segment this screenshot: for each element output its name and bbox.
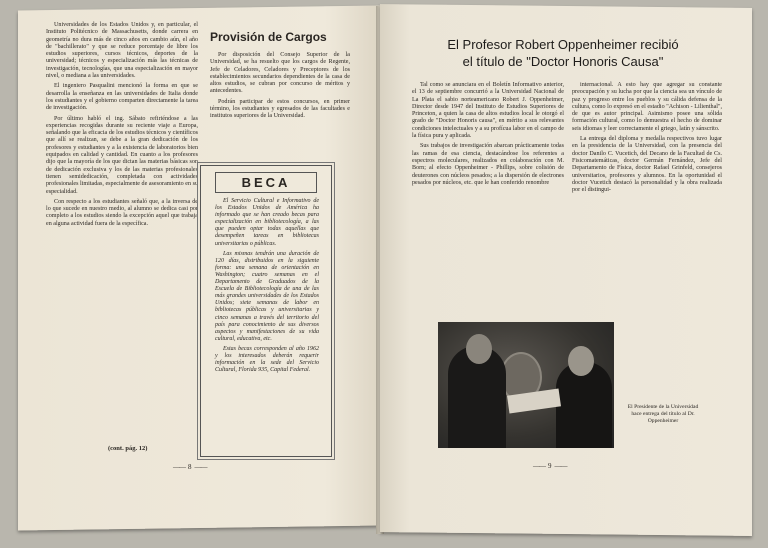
beca-box [200, 165, 332, 457]
paragraph: El Servicio Cultural e Informativo de los Estados Unidos de América ha informado que se han creado becas para especialización en bibliotecología, a las que pueden optar todas aquellas que desempeñen tareas en bibliotecas universitarias o públicas. [215, 198, 319, 247]
paragraph: internacional. A esto hay que agregar su constante preocupación y su lucha por que la ciencia sea un vínculo de paz y progreso entre los pueblos y su cálida defensa de la cultura, como lo expresó en el estadio "Achison - Lilienthal", de que es autor principal. Asimismo posee una sólida formación cultural, como lo demuestra el hecho de dominar seis idiomas y leer correctamente el griego, latín y sánscrito. [572, 82, 722, 132]
paragraph: El ingeniero Pasqualini mencionó la forma en que se desarrolla la enseñanza en las universidades de Italia donde los estudiantes y el gobierno comparten directamente la tarea de investigación. [46, 83, 198, 112]
title-line: el título de "Doctor Honoris Causa" [462, 54, 664, 69]
page-number-left: —— 8 —— [170, 463, 210, 471]
paragraph: La entrega del diploma y medalla respectivos tuvo lugar en la presidencia de la Universidad, con la presencia del doctor Danilo C. Vucetich, del Decano de la Facultad de Cs. Fisicomatemáticas, doctor Germán Fernández, Jefe del Departamento de Física, doctor Rafael Grinfeld, consejeros universitarios, profesores y alumnos. En la oportunidad el doctor Vucetich destacó la personalidad y la obra realizada por el distingui- [572, 136, 722, 194]
article-title [388, 36, 738, 70]
ceremony-photo [438, 322, 614, 448]
paragraph: Universidades de los Estados Unidos y, en particular, el Instituto Politécnico de Massachusetts, donde carrera en geometría no dura más de cinco años en cambio aún, el año de "bachillerato" y que se reduce porcentaje de libre los estudios superiores, cursos técnicos, deportes de la universidad; técnicos y especialización más las técnicas de investigación, tecnologías, que una especialización en mayor nivel, o mediana a las universidades. [46, 22, 198, 80]
paragraph: Por disposición del Consejo Superior de la Universidad, se ha resuelto que los cargos de Regente, Jefe de Celadores, Celadores y Preceptores de los establecimientos secundarios dependientes de la casa de altos estudios, se cubran por concurso de méritos y antecedentes. [210, 52, 350, 95]
paragraph: Con respecto a los estudiantes señaló que, a la inversa de lo que sucede en nuestro medio, al alumno se dedica casi por completo a los estudios siendo la excepción aquel que trabaja en alguna actividad fuera de la específica. [46, 198, 198, 227]
photo-head-left [466, 334, 492, 364]
right-column-1-text [412, 82, 564, 190]
beca-text [215, 198, 319, 377]
middle-column-text [210, 52, 350, 124]
title-line: El Profesor Robert Oppenheimer recibió [447, 37, 679, 52]
paragraph: Sus trabajos de investigación abarcan prácticamente todas las ramas de esa ciencia, destacándose los referentes a espectros moleculares, realizados en colaboración con M. Born; al efecto Oppenheimer - Phillips, sobre colisión de deuterones con núcleos pesados; a la dispersión de electrones pesados por núcleos, etc. que le han conferido renombre [412, 143, 564, 186]
beca-title: BECA [215, 172, 317, 193]
paragraph: Estas becas corresponden al año 1962 y los interesados deberán requerir información en la sede del Servicio Cultural, Florida 935, Capital Federal. [215, 345, 319, 374]
page-number-right: —— 9 —— [530, 462, 570, 470]
paragraph: Por último habló el ing. Sábato refiriéndose a las experiencias recogidas durante su reciente viaje a Europa, señalando que la eficacia de los estudios técnicos y científicos que allí se realizan, se debe a la gran dedicación de los profesores y estudiantes y a la existencia de laboratorios bien equipados en calidad y cantidad. En cuanto a los profesores dijo que la mayoría de los que dictan las materias básicas son de dedicación exclusiva y los de las materias profesionales tienen semidedicación, completada con actividades profesionales limitadas, especialmente de asesoramiento en su especialidad. [46, 115, 198, 195]
paragraph: Tal como se anunciara en el Boletín Informativo anterior, el 13 de septiembre concurrió a la Universidad Nacional de La Plata el sabio norteamericano Robert J. Oppenheimer, Director desde 1947 del Instituto de Estudios Superiores de Princeton, a quien la casa de altos estudios local le otorgó el grado de "Doctor Honoris causa", en mérito a sus relevantes condiciones intelectuales y a su profícua labor en el campo de la física pura y aplicada. [412, 82, 564, 140]
photo-head-right [568, 346, 594, 376]
section-title: Provisión de Cargos [210, 30, 327, 44]
paragraph: Podrán participar de estos concursos, en primer término, los estudiantes y egresados de las facultades e institutos superiores de la Universidad. [210, 98, 350, 120]
right-column-2-text [572, 82, 722, 197]
paragraph: Las mismas tendrán una duración de 120 días, distribuidos en la siguiente forma: una semana de orientación en Washington; cuatro semanas en el Departamento de Graduados de la Escuela de Bibliotecología de una de las más grandes universidades de los Estados Unidos; siete semanas de labor en bibliotecas públicas y universitarias y cinco semanas a través del territorio del país para conocimiento de sus diversos aspectos y manifestaciones de su vida cultural, educativa, etc. [215, 250, 319, 342]
photo-caption: El Presidente de la Universidad hace entrega del título al Dr. Oppenheimer [627, 404, 699, 424]
left-column-text [46, 22, 198, 231]
continued-note: (cont. pág. 12) [108, 445, 148, 452]
